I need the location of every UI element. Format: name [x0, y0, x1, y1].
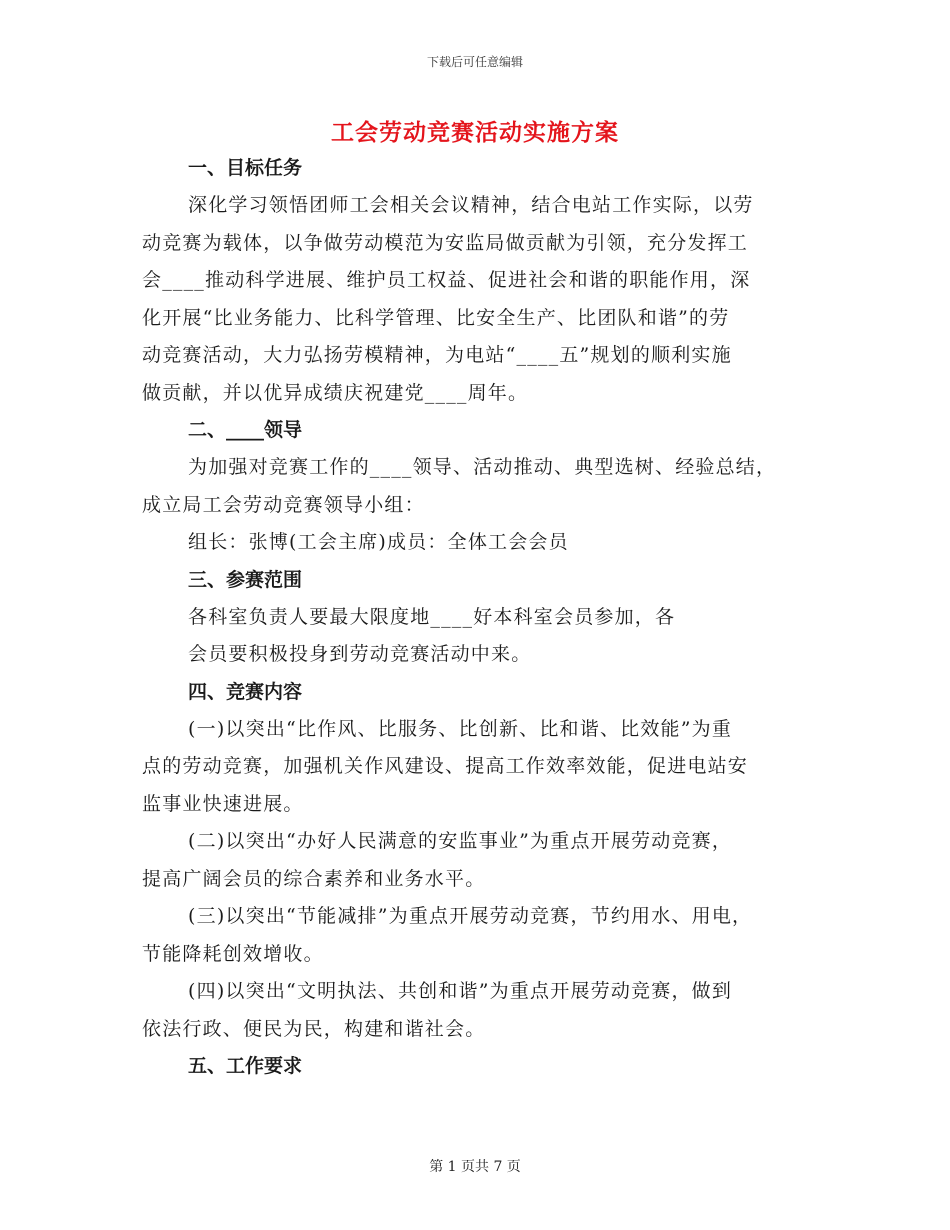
section-heading-goals: 一、目标任务: [188, 157, 303, 179]
section-heading-requirements: 五、工作要求: [188, 1055, 303, 1077]
document-body: [142, 150, 806, 1085]
paragraph-line: 会____推动科学进展、维护员工权益、促进社会和谐的职能作用，深: [142, 269, 751, 291]
paragraph-scope: [142, 599, 806, 674]
paragraph-line: 为加强对竞赛工作的____领导、活动推动、典型选树、经验总结，: [188, 456, 777, 478]
paragraph-content-4: [142, 973, 806, 1048]
paragraph-line: 提高广阔会员的综合素养和业务水平。: [142, 867, 486, 890]
page-number: 第 1 页共 7 页: [429, 1159, 521, 1175]
paragraph-line: 深化学习领悟团师工会相关会议精神，结合电站工作实际，以劳: [188, 194, 754, 216]
document-title: 工会劳动竞赛活动实施方案: [331, 120, 619, 146]
paragraph-line: 节能降耗创效增收。: [142, 942, 324, 965]
paragraph-line: 依法行政、便民为民，构建和谐社会。: [142, 1017, 486, 1040]
paragraph-line: (一)以突出“比作风、比服务、比创新、比和谐、比效能”为重: [188, 717, 733, 740]
paragraph-line: (三)以突出“节能减排”为重点开展劳动竞赛，节约用水、用电，: [188, 905, 753, 927]
paragraph-line: 成立局工会劳动竞赛领导小组：: [142, 493, 425, 516]
paragraph-leadership: [142, 449, 806, 562]
paragraph-line: 动竞赛活动，大力弘扬劳模精神，为电站“____五”规划的顺利实施: [142, 344, 732, 366]
paragraph-line: 各科室负责人要最大限度地____好本科室会员参加，各: [188, 605, 676, 628]
paragraph-line: 点的劳动竞赛，加强机关作风建设、提高工作效率效能，促进电站安: [142, 755, 749, 777]
paragraph-line: 会员要积极投身到劳动竞赛活动中来。: [188, 643, 532, 665]
paragraph-line: 做贡献，并以优异成绩庆祝建党____周年。: [142, 381, 529, 404]
paragraph-line: 组长：张博(工会主席)成员：全体工会会员: [188, 531, 569, 553]
paragraph-content-1: [142, 711, 806, 824]
paragraph-line: (四)以突出“文明执法、共创和谐”为重点开展劳动竞赛，做到: [188, 980, 733, 1002]
paragraph-line: (二)以突出“办好人民满意的安监事业”为重点开展劳动竞赛，: [188, 830, 733, 852]
section-heading-content: 四、竞赛内容: [188, 680, 303, 703]
paragraph-content-3: [142, 898, 806, 973]
page-header-note: 下载后可任意编辑: [426, 55, 523, 69]
paragraph-line: 化开展“比业务能力、比科学管理、比安全生产、比团队和谐”的劳: [142, 306, 730, 329]
section-heading-leadership: 二、____领导: [188, 419, 303, 441]
paragraph-line: 动竞赛为载体，以争做劳动模范为安监局做贡献为引领，充分发挥工: [142, 231, 749, 254]
paragraph-content-2: [142, 823, 806, 898]
paragraph-line: 监事业快速进展。: [142, 792, 304, 815]
paragraph-goals: [142, 187, 806, 412]
section-heading-scope: 三、参赛范围: [188, 568, 303, 591]
